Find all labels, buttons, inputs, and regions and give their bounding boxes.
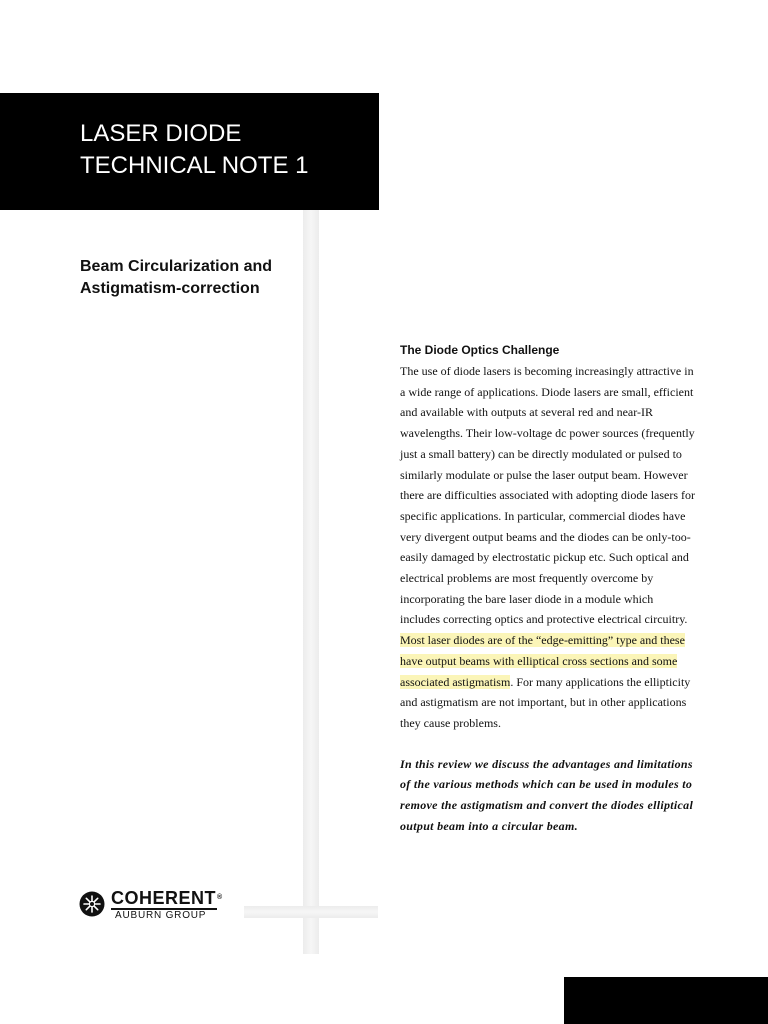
logo-group-name: AUBURN GROUP	[115, 910, 207, 921]
title-line-2: TECHNICAL NOTE 1	[80, 152, 309, 179]
body-line: and available with outputs at several red and near-IR	[400, 405, 653, 420]
body-line: The use of diode lasers is becoming increasingly attractive in	[400, 364, 694, 378]
summary-line: remove the astigmatism and convert the diodes elliptical	[400, 798, 694, 813]
summary-line: In this review we discuss the advantages and limitations	[400, 756, 693, 771]
mixed-line	[400, 672, 720, 693]
highlighted-line	[400, 651, 720, 672]
body-line: easily damaged by electrostatic pickup etc. Such optical and	[400, 550, 689, 565]
article	[400, 342, 720, 836]
section-heading: The Diode Optics Challenge	[400, 343, 560, 357]
highlighted-line	[400, 630, 720, 651]
highlight-span: associated astigmatism	[400, 674, 511, 689]
body-line: very divergent output beams and the diodes can be only-too-	[400, 529, 691, 544]
document-subtitle	[80, 256, 380, 300]
watermark-cross-horizontal	[244, 906, 378, 918]
summary-paragraph	[400, 754, 720, 837]
highlight-span: Most laser diodes are of the “edge-emitting” type and these	[400, 633, 685, 648]
watermark-cross-vertical	[303, 210, 319, 954]
starburst-icon	[79, 891, 105, 917]
body-fragment: . For many applications the ellipticity	[510, 674, 691, 689]
title-block	[0, 93, 379, 210]
highlight-span: have output beams with elliptical cross sections and some	[400, 653, 678, 668]
body-paragraph	[400, 361, 720, 734]
body-line: similarly modulate or pulse the laser output beam. However	[400, 467, 688, 482]
body-line: a wide range of applications. Diode lasers are small, efficient	[400, 384, 694, 399]
logo-wordmark: COHERENT®	[111, 888, 223, 908]
body-line: specific applications. In particular, commercial diodes have	[400, 508, 686, 523]
summary-line: of the various methods which can be used in modules to	[400, 777, 693, 792]
body-line: wavelengths. Their low-voltage dc power sources (frequently	[400, 426, 695, 441]
body-line: includes correcting optics and protective electrical circuitry.	[400, 612, 688, 627]
body-line: they cause problems.	[400, 715, 501, 730]
body-line: incorporating the bare laser diode in a module which	[400, 591, 654, 606]
body-line: electrical problems are most frequently overcome by	[400, 571, 654, 586]
body-line: and astigmatism are not important, but in other applications	[400, 695, 687, 710]
corner-block	[564, 977, 768, 1024]
body-line: there are difficulties associated with adopting diode lasers for	[400, 488, 696, 503]
title-line-1: LASER DIODE	[80, 120, 242, 147]
subtitle-line-2: Astigmatism-correction	[80, 280, 260, 297]
coherent-logo	[79, 888, 239, 922]
body-line: just a small battery) can be directly modulated or pulsed to	[400, 446, 682, 461]
subtitle-line-1: Beam Circularization and	[80, 258, 273, 275]
summary-line: output beam into a circular beam.	[400, 818, 578, 833]
